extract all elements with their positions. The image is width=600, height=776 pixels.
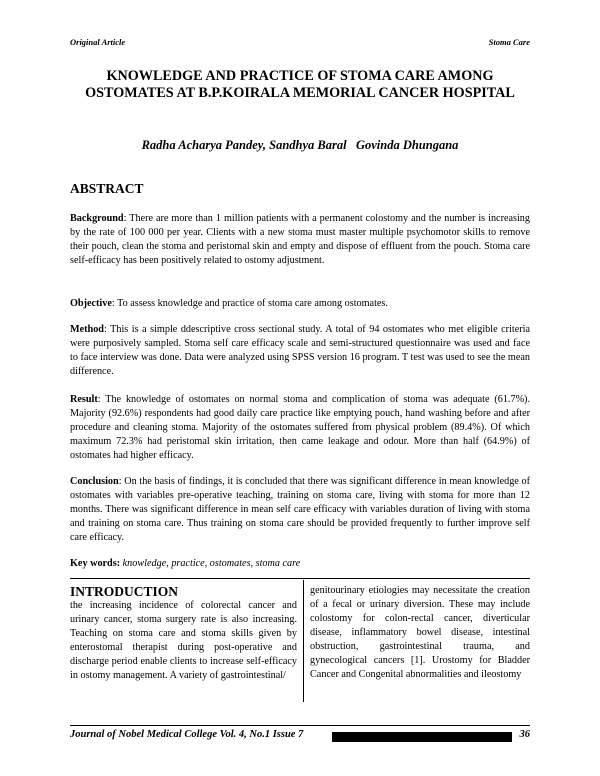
conclusion-label: Conclusion — [70, 476, 119, 487]
objective-label: Objective — [70, 298, 112, 309]
objective-text: : To assess knowledge and practice of stoma care among ostomates. — [111, 298, 388, 309]
abstract-background — [70, 212, 530, 268]
column-divider — [303, 580, 304, 702]
introduction-right-column: genitourinary etiologies may necessitate the creation of a fecal or urinary diversion. These may include colostomy for colon-rectal cancer, diverticular disease, inflammatory bowel disease, intestinal obstruction, gastrointestinal trauma, and gynecological cancers [1]. Urostomy for Bladder Cancer and Congenital abnormalities and ileostomy — [310, 585, 530, 680]
abstract-keywords — [70, 557, 530, 571]
background-text: : There are more than 1 million patients with a permanent colostomy and the number is increasing by the rate of 100 000 per year. Clients with a new stoma must master multiple psychomotor skills to remove their pouch, clean the stoma and peristomal skin and empty and dispose of effluent from the pouch. Stoma care self-efficacy has been positively related to ostomy adjustment. — [70, 213, 530, 266]
abstract-method — [70, 323, 530, 379]
introduction-left-column: the increasing incidence of colorectal cancer and urinary cancer, stoma surgery rate is also increasing. Teaching on stoma care and stoma skills given by enterostomal therapist during post-operative and discharge period enable clients to increase self-efficacy in ostomy management. A variety of gastrointestinal/ — [70, 600, 297, 681]
keywords-text: knowledge, practice, ostomates, stoma care — [122, 558, 301, 569]
running-head-left: Original Article — [70, 37, 126, 47]
running-head-right: Stoma Care — [488, 37, 530, 47]
keywords-colon: : — [116, 558, 123, 569]
result-label: Result — [70, 394, 98, 405]
keywords-label: Key words — [70, 558, 117, 569]
page-number: 36 — [519, 729, 530, 740]
background-label: Background — [70, 213, 124, 224]
abstract-conclusion — [70, 475, 530, 545]
abstract-result — [70, 393, 530, 463]
journal-citation: Journal of Nobel Medical College Vol. 4, No.1 Issue 7 — [70, 729, 304, 740]
method-label: Method — [70, 324, 104, 335]
article-title: KNOWLEDGE AND PRACTICE OF STOMA CARE AMONG OSTOMATES AT B.P.KOIRALA MEMORIAL CANCER HOSPITAL — [85, 68, 515, 101]
footer-divider — [70, 725, 530, 726]
method-text: : This is a simple ddescriptive cross sectional study. A total of 94 ostomates who met eligible criteria were purposively sampled. Stoma self care efficacy scale and semi-structured questionnaire was used and face to face interview was done. Data were analyzed using SPSS version 16 program. T test was used to see the mean difference. — [70, 324, 530, 377]
conclusion-text: : On the basis of findings, it is concluded that there was significant difference in mean knowledge of ostomates with variables pre-operative teaching, training on stoma care, living with stoma for more than 12 months. There was significant difference in mean self care efficacy with variables duration of living with stoma and training on stoma care. Thus training on stoma care should be provided frequently to further improve self care efficacy. — [70, 476, 530, 543]
result-text: : The knowledge of ostomates on normal stoma and complication of stoma was adequate (61.7%). Majority (92.6%) respondents had good daily care practice like emptying pouch, hand washing before and after procedure and cleaning stoma. Majority of the ostomates suffered from physical problem (89.4%). Of which maximum 72.3% had peristomal skin irritation, then came leakage and odour. More than half (64.9%) of ostomates had higher efficacy. — [70, 394, 530, 461]
author-list: Radha Acharya Pandey, Sandhya Baral Govinda Dhungana — [141, 138, 459, 152]
abstract-heading: ABSTRACT — [70, 181, 144, 196]
abstract-objective — [70, 297, 530, 311]
section-divider — [70, 578, 530, 579]
page-footer — [70, 729, 530, 745]
footer-bar — [332, 732, 512, 742]
introduction-heading: INTRODUCTION — [70, 584, 179, 599]
